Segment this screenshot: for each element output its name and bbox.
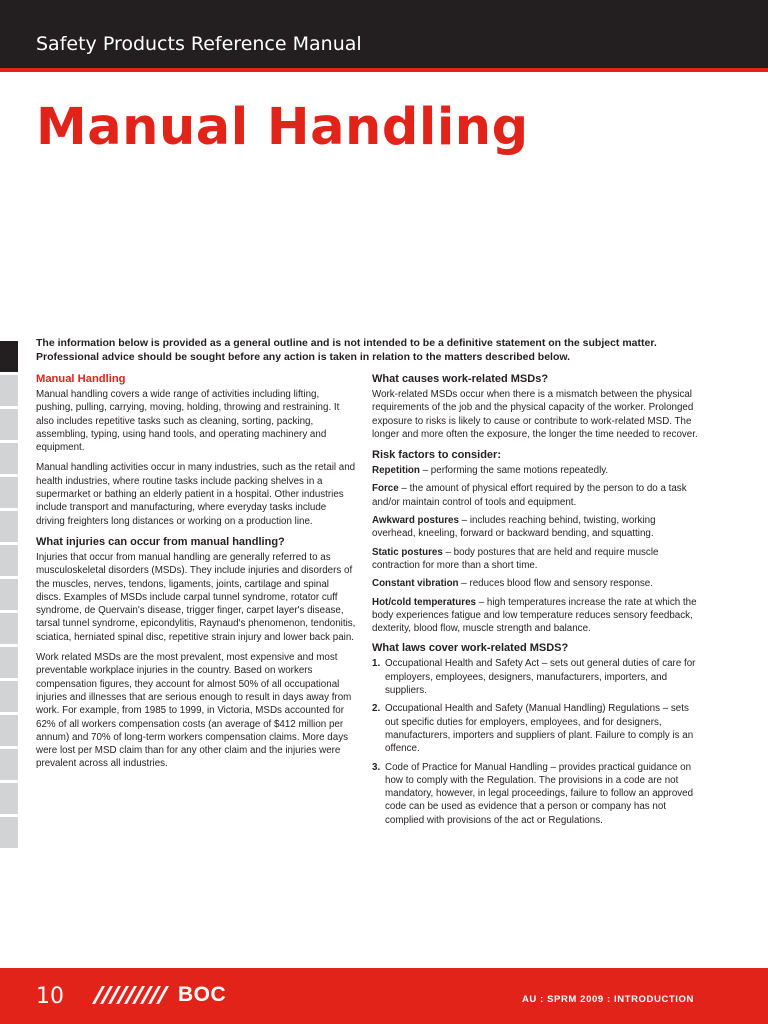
left-column — [36, 372, 356, 778]
risk-factor: Constant vibration – reduces blood flow and sensory response. — [372, 578, 653, 590]
body-paragraph: Manual handling covers a wide range of activities including lifting, pushing, pulling, carrying, moving, holding, throwing and restraining. It also includes repetitive tasks such as cleaning, sorting, packing, assembling, typing, using hand tools, and operating machinery and equipment. — [36, 389, 340, 454]
page-title: Manual Handling — [36, 98, 529, 157]
section-tab — [0, 613, 18, 644]
section-tab — [0, 749, 18, 780]
risk-factor: Force – the amount of physical effort required by the person to do a task and/or maintain control of tools and equipment. — [372, 483, 687, 508]
section-tab — [0, 443, 18, 474]
logo-text: BOC — [178, 983, 227, 1006]
boc-logo — [92, 985, 226, 1005]
risk-factors-heading: Risk factors to consider: — [372, 449, 501, 462]
causes-heading: What causes work-related MSDs? — [372, 373, 549, 385]
page-number: 10 — [36, 984, 64, 1009]
body-paragraph: Manual handling activities occur in many industries, such as the retail and health industries, where routine tasks include packing shelves in a supermarket or bathing an elderly patient in a hospital. Other industries include transport and manufacturing, where everyday tasks include driving freighters long distances or working on a production line. — [36, 462, 356, 527]
footer-section-label: AU : SPRM 2009 : INTRODUCTION — [521, 994, 694, 1005]
risk-factor: Awkward postures – includes reaching behind, twisting, working overhead, kneeling, forward or backward bending, and squatting. — [372, 515, 656, 540]
page-header — [0, 0, 768, 68]
section-tab-active — [0, 341, 18, 372]
risk-factor: Hot/cold temperatures – high temperatures increase the rate at which the body experiences fatigue and low temperature reduces sensory feedback, dexterity, blood flow, muscle strength and balance. — [372, 596, 697, 635]
risk-factor: Repetition – performing the same motions repeatedly. — [372, 465, 609, 477]
section-tab — [0, 681, 18, 712]
body-paragraph: Work related MSDs are the most prevalent, most expensive and most preventable workplace injuries in the country. Based on workers compensation figures, they account for almost 50% of all occupational injuries and illnesses that are serious enough to result in days away from work. For example, from 1985 to 1999, in Victoria, MSDs accounted for 62% of all workers compensation costs (an average of $412 million per annum) and 70% of long-term workers compensation claims. More days were lost per MSD claim than for any other claim and the injuries were prevalent across all industries. — [36, 652, 352, 770]
law-item: 3. Code of Practice for Manual Handling – provides practical guidance on how to comply with the Regulation. The provisions in a code are not mandatory, however, in legal proceedings, failure to follow an approved code can be used as evidence that a person or company has not complied with provisions of the act or Regulations. — [372, 761, 694, 826]
manual-handling-heading: Manual Handling — [36, 373, 126, 385]
section-tab — [0, 511, 18, 542]
section-tab — [0, 409, 18, 440]
boc-stripes-icon — [92, 986, 172, 1004]
section-tab — [0, 477, 18, 508]
laws-heading: What laws cover work-related MSDS? — [372, 642, 569, 655]
right-column — [372, 372, 698, 832]
section-tab — [0, 545, 18, 576]
intro-disclaimer: The information below is provided as a general outline and is not intended to be a definitive statement on the subject matter. Professional advice should be sought before any action is taken in relation to the matters described below. — [36, 337, 657, 363]
section-tab — [0, 647, 18, 678]
law-item: 2. Occupational Health and Safety (Manual Handling) Regulations – sets out specific duties for employers, employees, and for designers, manufacturers, importers and suppliers of plant. Failure to comply is an offence. — [372, 703, 694, 755]
body-paragraph: Injuries that occur from manual handling are generally referred to as musculoskeletal disorders (MSDs). They include injuries and disorders of the muscles, nerves, tendons, ligaments, joints, cartilage and spinal discs. Examples of MSDs include carpal tunnel syndrome, rotator cuff syndrome, de Quervain's disease, trigger finger, carpet layer's disease, tarsal tunnel syndrome, epicondylitis, Raynaud's phenomenon, tendonitis, sciatica, herniated spinal disc, repetitive strain injury and lower back pain. — [36, 551, 356, 643]
section-tab — [0, 783, 18, 814]
injuries-heading: What injuries can occur from manual handling? — [36, 535, 285, 548]
manual-title: Safety Products Reference Manual — [36, 33, 362, 55]
header-red-rule — [0, 68, 768, 72]
section-tab — [0, 715, 18, 746]
body-paragraph: Work-related MSDs occur when there is a mismatch between the physical requirements of the job and the physical capacity of the worker. Prolonged exposure to risks is likely to cause or contribute to work-related MSD. The longer and more often the exposure, the longer the time needed to recover. — [372, 389, 698, 440]
law-item: 1. Occupational Health and Safety Act – sets out general duties of care for employers, employees, designers, manufacturers, importers, and suppliers. — [372, 658, 696, 697]
section-tab — [0, 579, 18, 610]
section-tab — [0, 817, 18, 848]
risk-factor: Static postures – body postures that are held and require muscle contraction for more than a short time. — [372, 546, 659, 571]
page-footer — [0, 968, 768, 1024]
section-tab — [0, 375, 18, 406]
section-tabs — [0, 341, 18, 851]
